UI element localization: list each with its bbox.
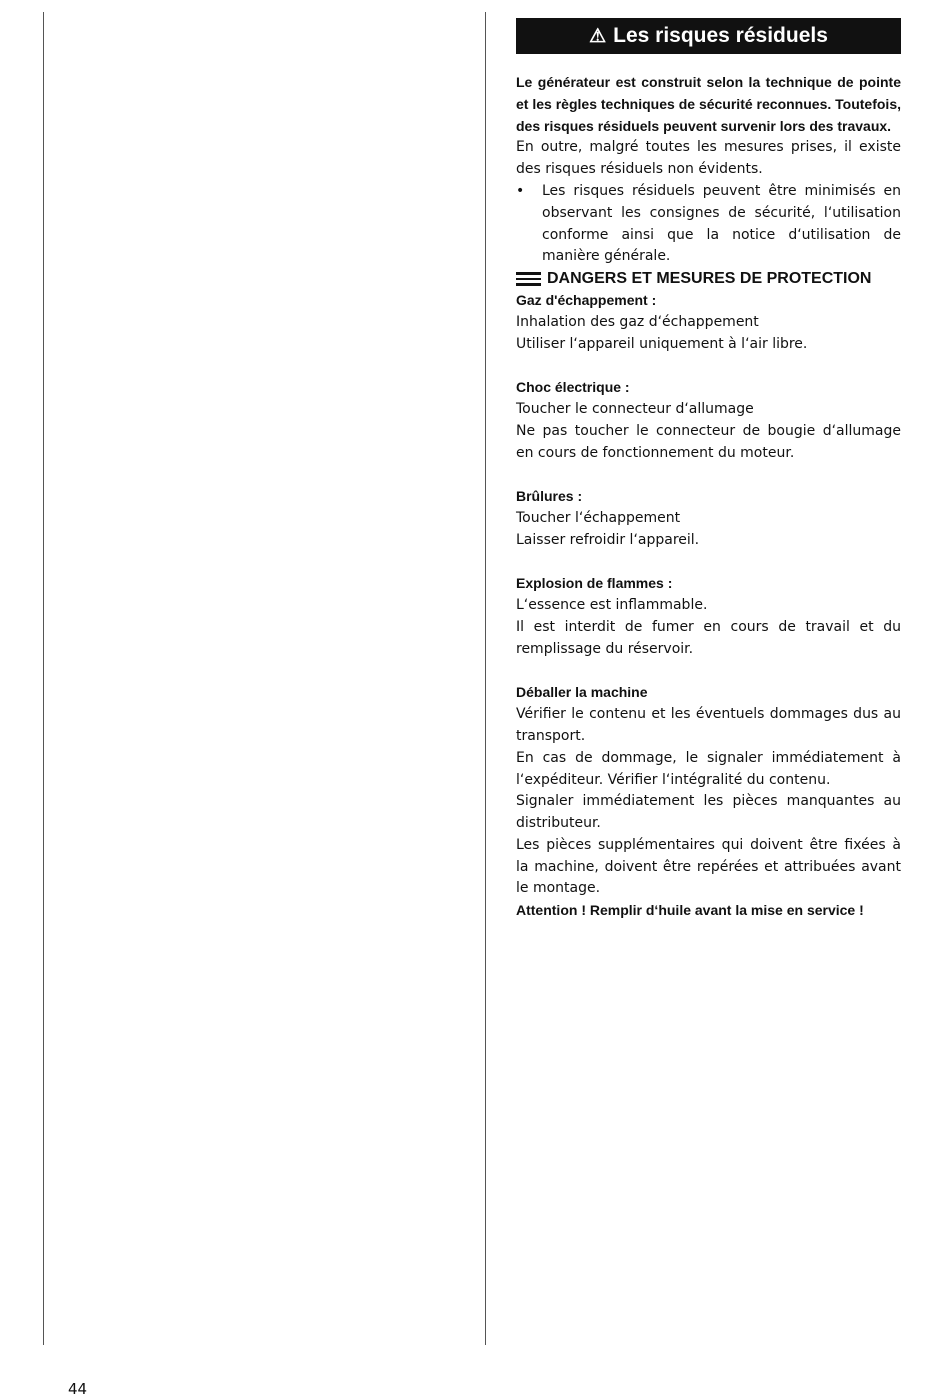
unpack-p4: Les pièces supplémentaires qui doivent être fixées à la machine, doivent être repérées et attribuées avant le montage. (516, 836, 901, 897)
left-column-rule (43, 12, 44, 1345)
burns-block (516, 486, 901, 551)
unpack-block (516, 682, 901, 922)
burns-line1: Toucher l‘échappement (516, 509, 681, 526)
gas-line2: Utiliser l‘appareil uniquement à l‘air libre. (516, 335, 808, 352)
intro-text: En outre, malgré toutes les mesures prises, il existe des risques résiduels non évidents. (516, 139, 901, 178)
unpack-warning: Attention ! Remplir d‘huile avant la mise en service ! (516, 902, 864, 919)
explosion-title: Explosion de flammes : (516, 575, 673, 592)
page-number: 44 (68, 1380, 88, 1398)
unpack-p2: En cas de dommage, le signaler immédiatement à l‘expéditeur. Vérifier l‘intégralité du contenu. (516, 749, 901, 788)
shock-title: Choc électrique : (516, 379, 630, 396)
middle-column-rule (485, 12, 486, 1345)
explosion-line1: L‘essence est inflammable. (516, 597, 708, 614)
explosion-block (516, 573, 901, 660)
burns-title: Brûlures : (516, 488, 583, 505)
explosion-line2: Il est interdit de fumer en cours de travail et du remplissage du réservoir. (516, 618, 901, 657)
banner-title: Les risques résiduels (613, 24, 828, 47)
right-column (516, 18, 901, 922)
unpack-p3: Signaler immédiatement les pièces manquantes au distributeur. (516, 793, 901, 832)
dangers-heading (516, 268, 901, 290)
intro-bullet (516, 181, 901, 268)
shock-line2: Ne pas toucher le connecteur de bougie d‘allumage en cours de fonctionnement du moteur. (516, 422, 901, 461)
unpack-title: Déballer la machine (516, 684, 648, 701)
warning-triangle-icon: ⚠ (589, 25, 607, 47)
bullet-dot: • (516, 182, 525, 199)
dangers-heading-text: DANGERS ET MESURES DE PROTECTION (547, 270, 872, 288)
menu-lines-icon (516, 272, 541, 286)
section-banner (516, 18, 901, 54)
gas-title: Gaz d'échappement : (516, 291, 657, 308)
bullet-text: Les risques résiduels peuvent être minimisés en observant les consignes de sécurité, l‘utilisation conforme ainsi que la notice d‘utilisation de manière générale. (542, 182, 901, 265)
gas-line1: Inhalation des gaz d‘échappement (516, 313, 759, 330)
shock-line1: Toucher le connecteur d‘allumage (516, 400, 754, 417)
shock-block (516, 377, 901, 464)
intro-bold-text: Le générateur est construit selon la technique de pointe et les règles techniques de sécurité reconnues. Toutefois, des risques résiduels peuvent survenir lors des travaux. (516, 74, 901, 134)
unpack-p1: Vérifier le contenu et les éventuels dommages dus au transport. (516, 706, 901, 744)
burns-line2: Laisser refroidir l‘appareil. (516, 531, 700, 548)
gas-block (516, 290, 901, 355)
